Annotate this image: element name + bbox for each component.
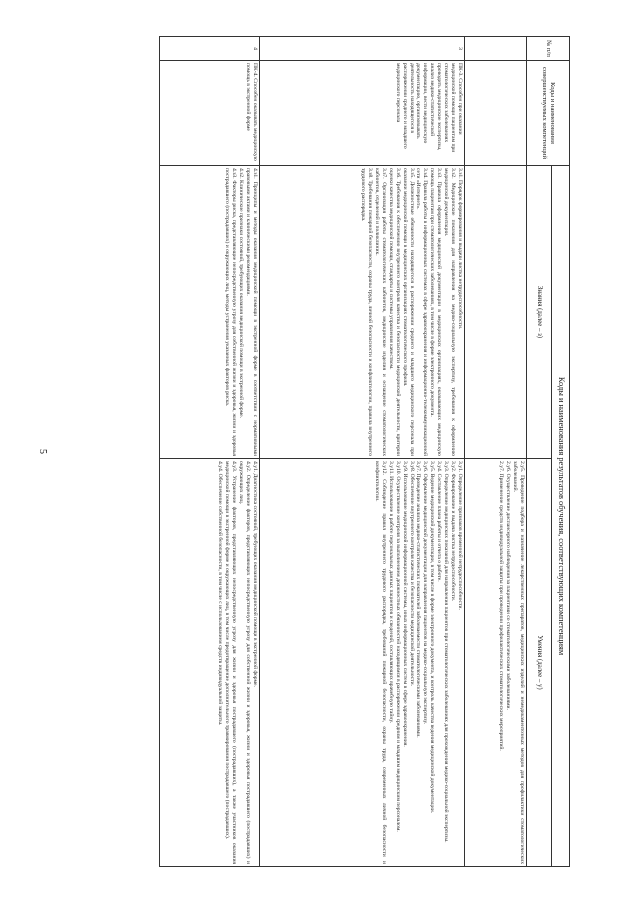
skill-item: 3.у8. Обеспечение внутреннего контроля качества и безопасности медицинской деятельности.: [408, 461, 415, 686]
header-competence-codes: Коды и наименования совершенствуемых компетенций: [527, 61, 570, 166]
skill-item: 2.у6. Осуществление диспансерного наблюдения за пациентами со стоматологическими заболеваниями.: [505, 461, 512, 710]
knowledge-item: 3.з6. Требования к обеспечению внутреннего контроля качества и безопасности медицинской деятельности, критерии оценки качества медицинской помощи, стандарты и системы управления качеством.: [387, 168, 401, 456]
knowledge-item: 3.з8. Требования пожарной безопасности, охраны труда, личной безопасности и конфликтологии, правила внутреннего трудового распорядка.: [360, 168, 374, 456]
knowledge-item: 3.з1. Порядок формирования и выдачи листка нетрудоспособности.: [457, 168, 463, 330]
continuation-knowledge-cell: [465, 166, 527, 459]
skill-item: 2.у5. Проведение подбора и назначение лекарственных препаратов, медицинских изделий и немедикаментозных методов для профилактики стоматологических заболеваний.: [512, 461, 525, 865]
knowledge-item: 3.з7. Организация работы стоматологических кабинетов, медицинские изделия и оснащение стоматологических кабинетов, отделений и поликлиник.: [373, 168, 387, 456]
rotated-table-container: [58, 36, 570, 866]
knowledge-item: 3.з4. Правила работы в информационных системах в сфере здравоохранения и информационно-телекоммуникационной сети «Интернет».: [415, 168, 429, 456]
skill-item: 3.у2. Формирование и выдача листка нетрудоспособности.: [450, 461, 457, 602]
skill-item: 3.у7. Проведение анализа медико-статистических показателей заболеваемости стоматологическими заболеваниями.: [415, 461, 422, 738]
skill-item: 3.у9. Использование медицинской информационной системы, иных информационных систем в сфере здравоохранения.: [401, 461, 408, 747]
skill-item: 4.у4. Обеспечение собственной безопасности, в том числе с использованием средств индивидуальной защиты.: [217, 461, 224, 726]
knowledge-item: 4.з1. Принципы и методы оказания медицинской помощи в экстренной форме в соответствии с нормативными правовыми актами и клиническими рекомендациями.: [245, 168, 258, 456]
competence-cell: ПК-4. Способен оказывать медицинскую помощь в экстренной форме: [160, 61, 260, 166]
table-row-pk3: [260, 37, 465, 867]
table-row-continuation: [465, 37, 527, 867]
knowledge-item: 4.з3. Факторы риска, представляющие непосредственную угрозу для собственной жизни и здоровья, жизни и здоровья пострадавшего (пострадавших) и окружающих лиц, методы устранения указанных факторов риска.: [224, 168, 238, 456]
continuation-skills-cell: [465, 459, 527, 867]
knowledge-cell: [160, 166, 260, 459]
skill-item: 4.у1. Диагностика состояний, требующих оказания медицинской помощи в экстренной форме.: [252, 461, 258, 687]
continuation-number-cell: [465, 37, 527, 61]
skill-item: 3.у1. Определение признаков временной нетрудоспособности.: [457, 461, 463, 610]
knowledge-cell: [260, 166, 465, 459]
skill-item: 3.у3. Определение медицинских показаний для направления пациентов при стоматологических заболеваниях для прохождения медико-социальной экспертизы.: [443, 461, 450, 843]
skill-item: 3.у10. Осуществление контроля за выполнением должностных обязанностей находящимся в распоряжении средним и младшим медицинским персоналом.: [394, 461, 401, 832]
knowledge-item: 3.з3. Правила оформления медицинской документации в медицинских организациях, оказывающих медицинскую помощь пациентам при стоматологических заболеваниях, в том числе в форме электронного документа.: [429, 168, 443, 456]
continuation-competence-cell: [465, 61, 527, 166]
row-number: 3: [260, 37, 465, 61]
skill-item: 3.у12. Соблюдение правил внутреннего трудового распорядка, требований пожарной безопасности, охраны труда, современных личной безопасности и конфликтологии.: [373, 461, 387, 865]
skill-item: 3.у6. Оформление медицинской документации для направления пациентов на медико-социальную экспертизу.: [422, 461, 429, 725]
skill-item: 3.у11. Использование в работе персональных данных пациентов и сведений, составляющих врачебную тайну.: [387, 461, 394, 723]
header-results-group: Коды и наименования результатов обучения, соответствующих компетенциям: [552, 166, 570, 867]
skill-item: 2.у7. Применение средств индивидуальной защиты при проведении профилактических стоматологических мероприятий.: [498, 461, 505, 751]
knowledge-item: 3.з2. Медицинские показания для направления на медико-социальную экспертизу, требования к оформлению медицинской документации.: [443, 168, 457, 456]
skill-item: 3.у4. Составление плана работы и отчета о работе.: [436, 461, 443, 582]
competence-cell: ПК-3. Способен при оказании медицинской помощи пациентам при стоматологических заболеваниях проводить медицинские экспертизы, анализ медико-статистической информации, вести медицинскую документацию, организовывать деятельность находящегося в распоряжении среднего и младшего медицинского персонала: [260, 61, 465, 166]
header-skills: Умения (далее – у): [527, 459, 552, 867]
skills-cell: [260, 459, 465, 867]
skill-item: 4.у2. Определение факторов, представляющих непосредственную угрозу для собственной жизни и здоровья, жизни и здоровья пострадавшего (пострадавших) и окружающих лиц.: [238, 461, 252, 865]
page-number: 5: [37, 449, 48, 454]
skill-item: 4.у3. Устранение факторов, представляющих непосредственную угрозу для жизни и здоровья пострадавшего (пострадавших), а также участников оказания медицинской помощи в экстренной форме и окружающих лиц, в том числе предотвращение дополнительного травмирования пострадавшего (пострадавших).: [224, 461, 238, 865]
header-number: № п/п: [527, 37, 570, 61]
skill-item: 3.у5. Ведение медицинской документации, в том числе в форме электронного документа, и контроль качества ведения медицинской документации.: [429, 461, 436, 814]
knowledge-item: 4.з2. Клинические признаки состояний, требующих оказания медицинской помощи в экстренной форме.: [238, 168, 245, 418]
header-knowledge: Знания (далее – з): [527, 166, 552, 459]
knowledge-item: 3.з5. Должностные обязанности находящегося в распоряжении среднего и младшего медицинского персонала при оказании медицинской помощи в медицинских организациях стоматологического профиля.: [401, 168, 415, 456]
skills-cell: [160, 459, 260, 867]
competence-table: [159, 36, 570, 867]
table-row-pk4: [160, 37, 260, 867]
row-number: 4: [160, 37, 260, 61]
